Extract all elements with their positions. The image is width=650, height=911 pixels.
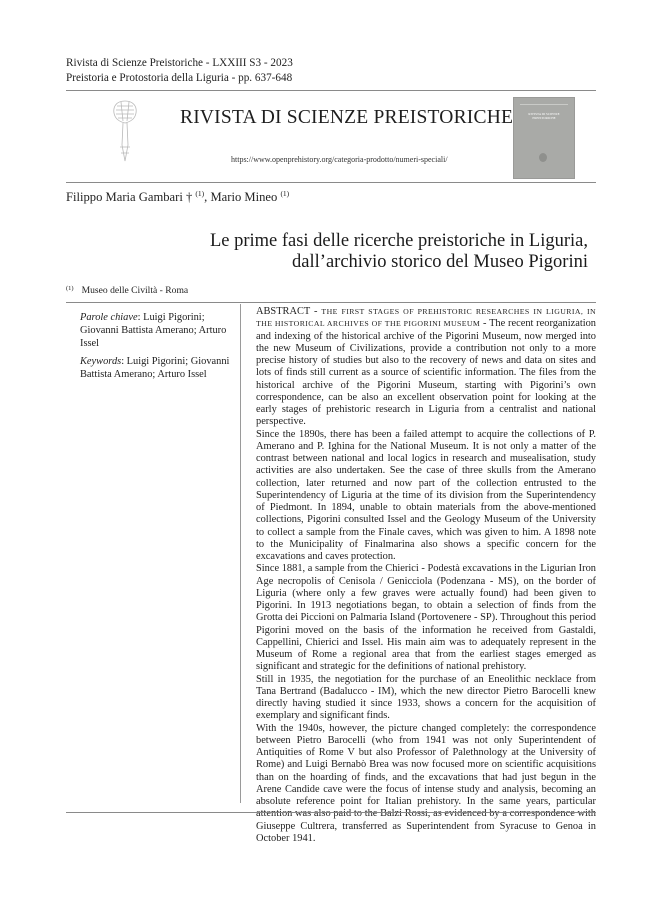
author-mineo: Mario Mineo bbox=[210, 190, 281, 204]
abstract-p1-text: - The recent reorganization and indexing of the historical archive of the Pigorini Museum, now merged into the new Museum of Civilizations, provide a contribution not only to a more precise history of studies but also to the recovery of news and data on sites and lots of finds still current as a source of scientific information. The files from the historical archive of the Pigorini Museum, starting with Pigorini’s own correspondence, can be also an excellent observation point for looking at the early stages of prehistoric research in Liguria from a centralist and national perspective. bbox=[256, 318, 596, 428]
abstract-heading: THE FIRST STAGES OF PREHISTORIC RESEARCHES IN LIGURIA, IN THE HISTORICAL ARCHIVES OF THE PIGORINI MUSEUM bbox=[256, 307, 596, 329]
article-title bbox=[150, 231, 588, 272]
running-head bbox=[66, 56, 293, 85]
keywords-italian-label: Parole chiave bbox=[80, 312, 138, 323]
keywords-block bbox=[80, 312, 232, 387]
keywords-english-label: Keywords bbox=[80, 355, 122, 367]
author-gambari: Filippo Maria Gambari † bbox=[66, 190, 196, 204]
abstract-label: ABSTRACT - bbox=[256, 306, 322, 317]
abstract bbox=[256, 306, 596, 845]
journal-title: RIVISTA DI SCIENZE PREISTORICHE bbox=[180, 107, 514, 128]
affiliation bbox=[66, 285, 188, 296]
footer-rule bbox=[66, 812, 596, 813]
cover-band bbox=[520, 104, 568, 105]
abstract-paragraph-2: Since the 1890s, there has been a failed attempt to acquire the collections of P. Amerano and P. Ighina for the National Museum. It is not only a matter of the contrast between national and local logics in research and musealisation, study activities are also undertaken. See the case of three skulls from the Amerano collection, later returned and now part of the collection entrusted to the Superintendency of Liguria at the time of its division from the Superintendency of Piedmont. In 1894, unable to obtain materials from the above-mentioned collections, Pigorini consulted Issel and the Geology Museum of the University to collect a sample from the Finale caves, which was given to him. A 1898 note to the Municipality of Finalmarina also shows a specific concern for the excavations and caves protection. bbox=[256, 428, 596, 562]
affiliation-number: (1) bbox=[66, 285, 74, 292]
keywords-italian-terms: : Luigi Pigorini; Giovanni Battista Amerano; Arturo Issel bbox=[80, 312, 227, 349]
running-head-pages: Preistoria e Protostoria della Liguria - pp. 637-648 bbox=[66, 71, 293, 84]
article-title-line2: dall’archivio storico del Museo Pigorini bbox=[292, 251, 588, 272]
keywords-italian bbox=[80, 312, 232, 351]
cover-emblem-icon bbox=[539, 153, 547, 162]
cover-title: RIVISTA DI SCIENZE PREISTORICHE bbox=[528, 112, 560, 120]
abstract-paragraph-4: Still in 1935, the negotiation for the purchase of an Eneolithic necklace from Tana Bertrand (Badalucco - IM), which the new director Pietro Barocelli knew directly having studied it since 1933, shows a concern for the acquisition of exemplary and significant finds. bbox=[256, 673, 596, 722]
abstract-paragraph-5: With the 1940s, however, the picture changed completely: the correspondence between Pietro Barocelli (who from 1941 was not only Superintendent of Antiquities of Rome V but also Professor of Palethnology at the University of Rome) and Luigi Bernabò Brea was now focused more on scientific acquisitions than on the hoarding of finds, and the excavations that had just begun in the Arene Candide cave were the focus of intense study and analysis, becoming an absolute reference point for Italian prehistory. In the same years, particular attention was also paid to the Balzi Rossi, as evidenced by a correspondence with Giuseppe Cultrera, transferred as Superintendent from Syracuse to Genoa in October 1941. bbox=[256, 722, 596, 844]
author-gambari-affil: (1) bbox=[195, 189, 205, 198]
masthead-rule bbox=[66, 182, 596, 183]
authors-line bbox=[66, 189, 289, 205]
abstract-paragraph-3: Since 1881, a sample from the Chierici - Podestà excavations in the Ligurian Iron Age necropolis of Cenisola / Genicciola (Podenzana - MS), on the border of Liguria (where only a few graves were actually found) had been given to Pigorini. In 1913 negotiations began, to obtain a selection of finds from the Grotta dei Piccioni on Palmaria Island (Portovenere - SP). Throughout this period Pigorini moved on the basis of the information he received from Gastaldi, Cappellini, Chierici and Issel. His main aim was to adequately represent in the Museum of Rome a regional area that from the earliest stages emerged as significant and strategic for the definitions of national prehistory. bbox=[256, 563, 596, 673]
affiliation-rule bbox=[66, 302, 596, 303]
article-title-line1: Le prime fasi delle ricerche preistoriche in Liguria, bbox=[209, 231, 588, 251]
author-separator: , bbox=[204, 190, 211, 204]
author-mineo-affil: (1) bbox=[280, 189, 290, 198]
keywords-english-terms: : Luigi Pigorini; Giovanni Battista Amerano; Arturo Issel bbox=[80, 355, 230, 380]
abstract-paragraph-1 bbox=[256, 306, 596, 429]
column-divider bbox=[240, 304, 241, 803]
keywords-english bbox=[80, 356, 232, 382]
affiliation-text: Museo delle Civiltà - Roma bbox=[81, 285, 189, 296]
header-rule bbox=[66, 90, 596, 91]
figurine-logo-icon bbox=[110, 97, 140, 165]
journal-url-link[interactable]: https://www.openprehistory.org/categoria-prodotto/numeri-speciali/ bbox=[231, 155, 448, 164]
journal-cover-thumbnail bbox=[513, 97, 575, 179]
running-head-journal-issue: Rivista di Scienze Preistoriche - LXXIII S3 - 2023 bbox=[66, 57, 293, 69]
